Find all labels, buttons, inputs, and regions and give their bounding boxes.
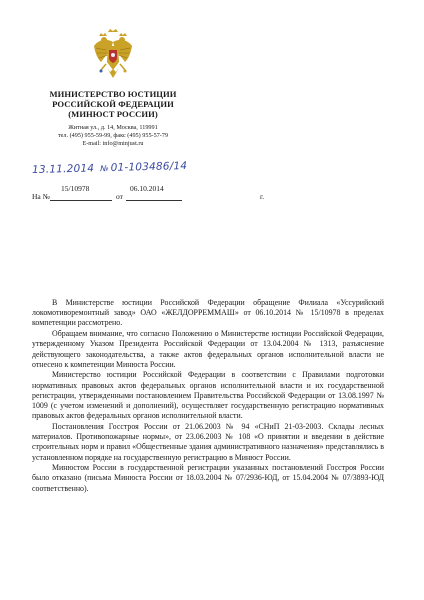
year-suffix: г. [260, 192, 265, 201]
phone-fax-line: тел. (495) 955-59-99, факс (495) 955-57-79 [57, 132, 169, 139]
email-line: E-mail: info@minjust.ru [82, 140, 144, 147]
reference-number-label: На № [32, 192, 50, 201]
reference-date-label: от [116, 192, 123, 201]
reference-number: 15/10978 [61, 184, 90, 193]
body-paragraph: Постановления Госстроя России от 21.06.2003 № 94 «СНиП 21-03-2003. Склады лесных материалов. Противопожарные нормы», от 23.06.2003 № 108 «О принятии и введении в действие строительных норм и правил «Общественные здания административного назначения» представлялись в установленном порядке на государственную регистрацию в Минюст России. [32, 421, 384, 462]
body-paragraph: Обращаем внимание, что согласно Положению о Министерстве юстиции Российской Федерации, утвержденному Указом Президента Российской Федерации от 13.04.2004 № 1313, разъяснение действующего законодательства, а также актов федеральных органов исполнительной власти не отнесено к компетенции Минюста России. [32, 329, 384, 369]
organization-name [40, 89, 186, 120]
registration-number: 01-103486/14 [110, 159, 188, 174]
letter-body [32, 298, 384, 494]
registration-number-label: № [100, 164, 109, 174]
contact-block [40, 124, 186, 148]
org-line: (МИНЮСТ РОССИИ) [68, 109, 158, 120]
org-line: МИНИСТЕРСТВО ЮСТИЦИИ [49, 89, 177, 99]
reference-line [32, 184, 332, 202]
reference-date: 06.10.2014 [130, 184, 164, 193]
registration-date: 13.11.2014 [31, 162, 95, 177]
address-line: Житная ул., д. 14, Москва, 119991 [68, 124, 158, 131]
body-paragraph: Минюстом России в государственной регистрации указанных постановлений Госстроя России было отказано (письма Минюста России от 18.03.2004 № 07/2936-ЮД, от 15.04.2004 № 07/3893-ЮД соответственно). [32, 463, 384, 493]
org-line: РОССИЙСКОЙ ФЕДЕРАЦИИ [52, 99, 174, 110]
reference-number-underline [50, 200, 112, 201]
body-paragraph: Министерство юстиции Российской Федерации в соответствии с Правилами подготовки нормативных правовых актов федеральных органов исполнительной власти и их государственной регистрации, утвержденными постановлением Правительства Российской Федерации от 13.08.1997 № 1009 (с учетом изменений и дополнений), осуществляет государственную регистрацию нормативных правовых актов федеральных органов исполнительной власти. [32, 370, 384, 421]
coat-of-arms-icon [92, 28, 134, 80]
body-paragraph: В Министерстве юстиции Российской Федерации обращение Филиала «Уссурийский локомотиворемонтный завод» ОАО «ЖЕЛДОРРЕММАШ» от 06.10.2014 № 15/10978 в пределах компетенции рассмотрено. [32, 298, 384, 328]
reference-date-underline [126, 200, 182, 201]
handwritten-registration [32, 160, 187, 176]
